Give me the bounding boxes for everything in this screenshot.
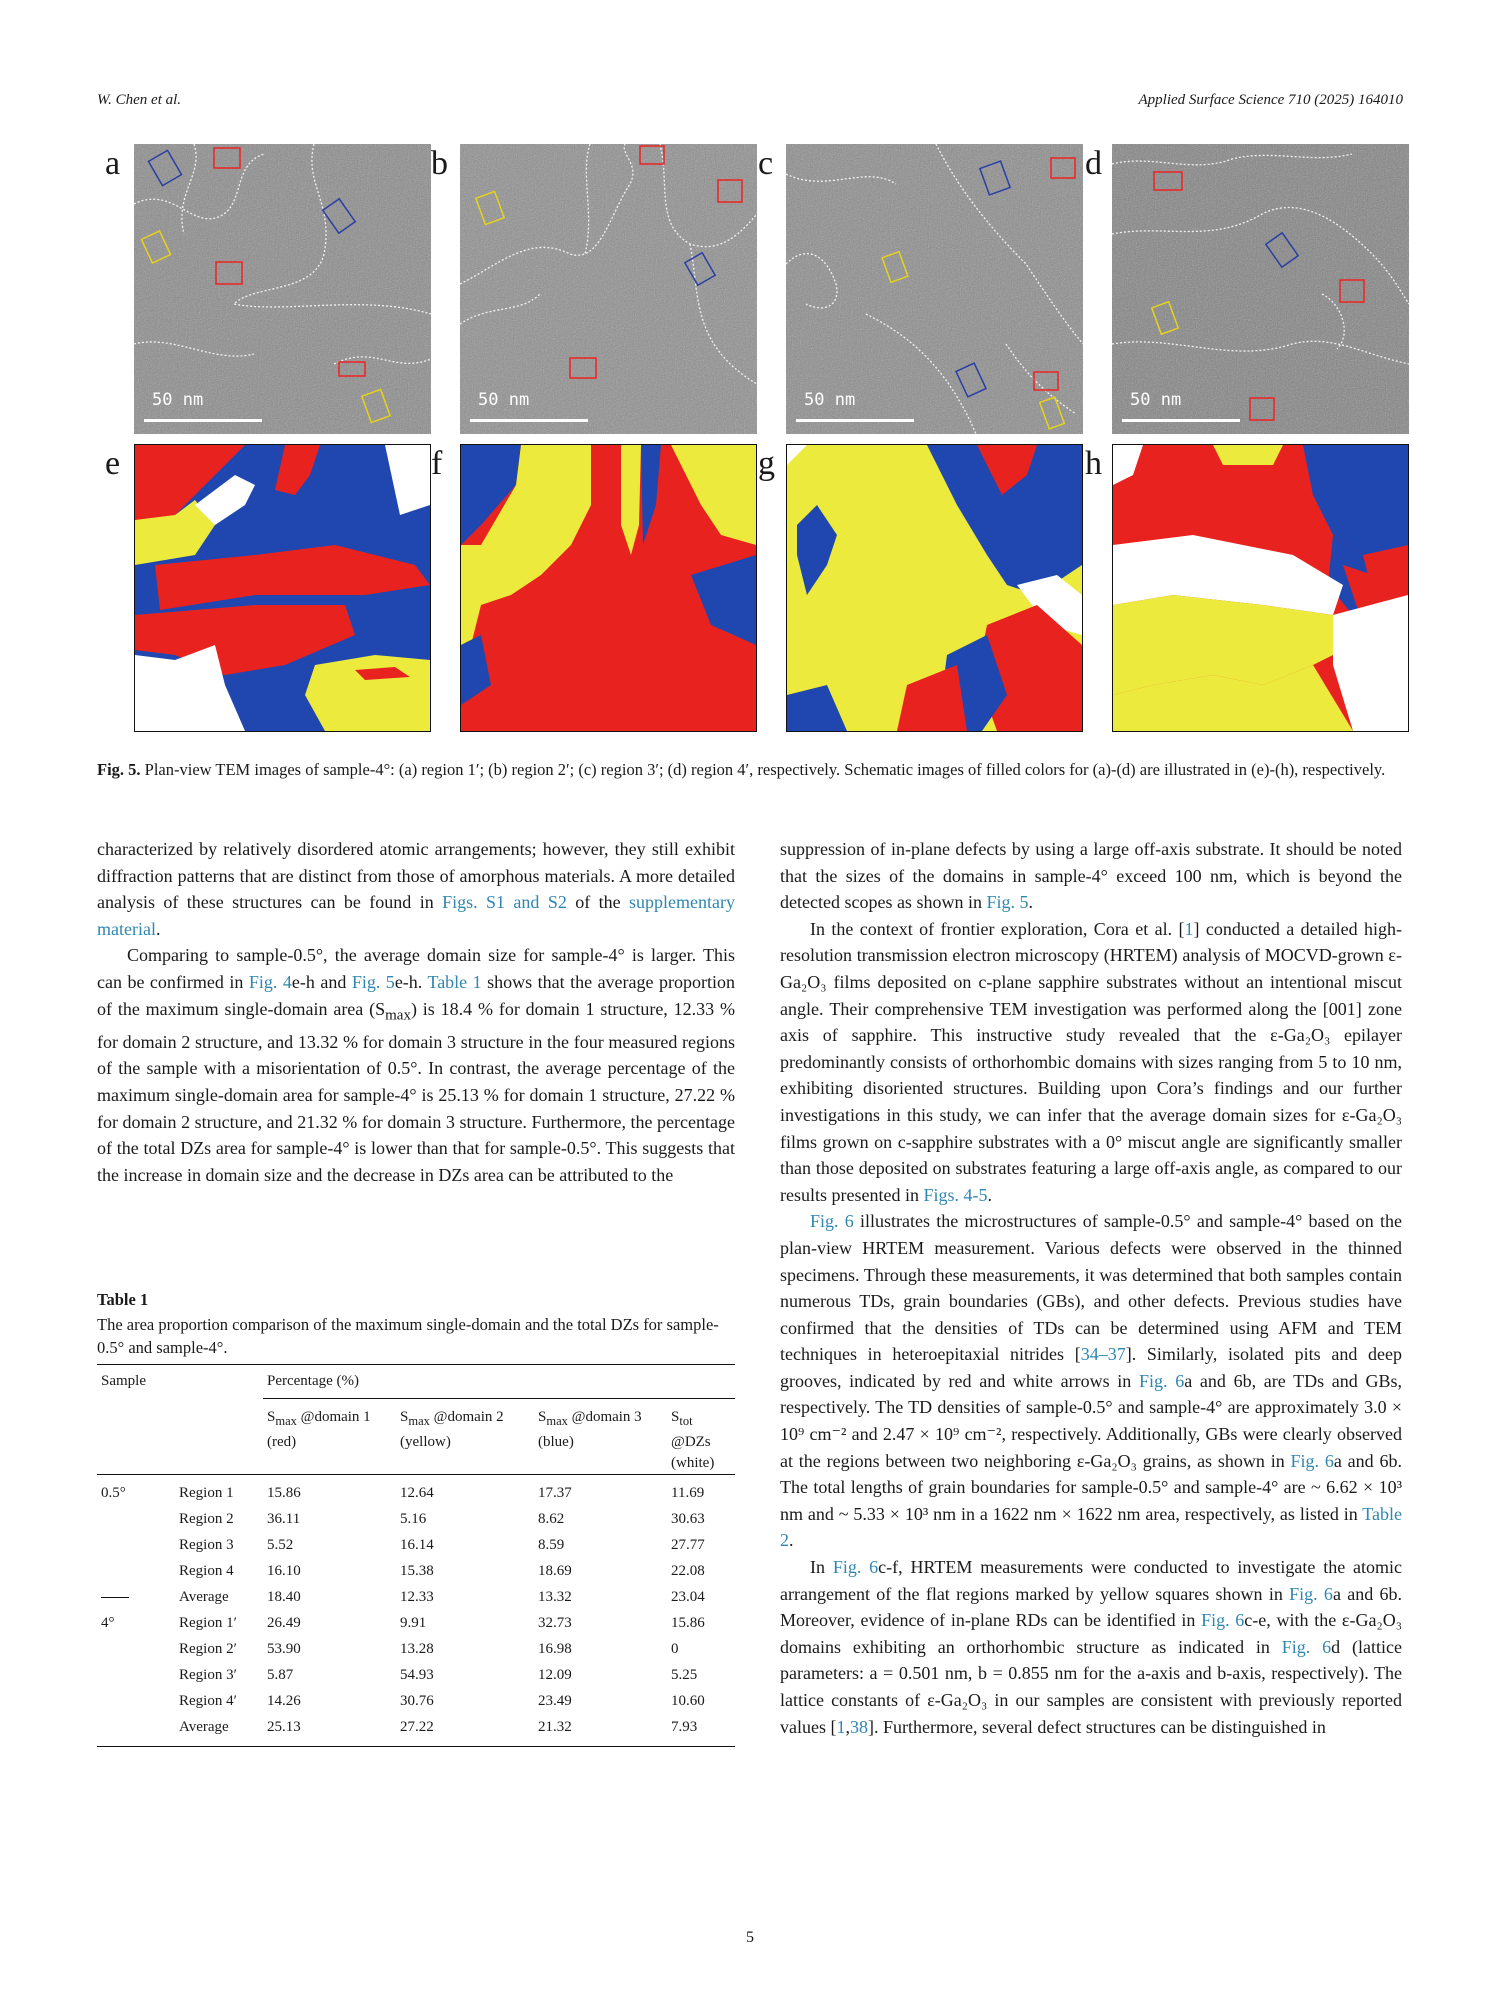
subscript: max [385, 1007, 411, 1024]
schematic-h [1112, 444, 1409, 732]
value-cell: 27.22 [400, 1719, 434, 1735]
link-fig-6[interactable]: Fig. 6 [810, 1211, 854, 1232]
header-sample: Sample [101, 1373, 146, 1389]
schematic-e [134, 444, 431, 732]
value-cell: 12.33 [400, 1589, 434, 1605]
value-cell: 5.25 [671, 1667, 698, 1683]
link-figs-4-5[interactable]: Figs. 4-5 [923, 1184, 988, 1205]
text: . [987, 1184, 992, 1205]
value-cell: 9.91 [400, 1615, 427, 1631]
text: . [1028, 892, 1033, 913]
value-cell: 16.10 [267, 1563, 301, 1579]
region-cell: Average [179, 1589, 229, 1605]
running-header-authors: W. Chen et al. [97, 92, 182, 108]
table-caption: The area proportion comparison of the maximum single-domain and the total DZs for sample-0.5° and sample-4°. [97, 1315, 719, 1357]
text: In [810, 1557, 833, 1578]
link-fig-5[interactable]: Fig. 5 [986, 892, 1029, 913]
panel-letter-f: f [431, 445, 443, 482]
region-cell: Region 4 [179, 1563, 234, 1579]
figure-caption [97, 758, 1403, 782]
table-row [97, 1637, 735, 1663]
value-cell: 5.16 [400, 1511, 427, 1527]
table-title: Table 1 [97, 1290, 149, 1309]
value-cell: 30.63 [671, 1511, 705, 1527]
value-cell: 23.04 [671, 1589, 705, 1605]
tem-image-b [460, 144, 757, 434]
sample-cell: 4° [101, 1615, 115, 1631]
header-percentage: Percentage (%) [263, 1365, 735, 1399]
text: of the [566, 892, 630, 913]
value-cell: 36.11 [267, 1511, 301, 1527]
panel-letter-h: h [1085, 445, 1102, 482]
right-column-text [780, 836, 1402, 1740]
value-cell: 10.60 [671, 1693, 705, 1709]
value-cell: 18.69 [538, 1563, 572, 1579]
panel-letter-b: b [431, 145, 448, 182]
ref-link[interactable]: 34–37 [1080, 1344, 1126, 1365]
region-cell: Region 3 [179, 1537, 234, 1553]
ref-link[interactable]: 1 [836, 1716, 846, 1737]
link-table-2[interactable]: Table 2 [780, 1503, 1402, 1551]
table-row [97, 1689, 735, 1715]
subheader-dzs: $S_{tot}$ @DZs (white) [671, 1409, 715, 1471]
text: d (lattice parameters: a = 0.501 nm, b = 0.855 nm for the a-axis and b-axis, respectively). The lattice constants of ε-Ga₂O₃ in our samples are consistent with previously reported values [ [780, 1636, 1402, 1737]
value-cell: 25.13 [267, 1719, 301, 1735]
panel-letter-a: a [105, 145, 121, 182]
value-cell: 7.93 [671, 1719, 698, 1735]
value-cell: 5.52 [267, 1537, 294, 1553]
value-cell: 15.86 [671, 1615, 705, 1631]
link-fig-6[interactable]: Fig. 6 [1281, 1636, 1332, 1657]
tem-image-c [786, 144, 1083, 434]
text: ]. Furthermore, several defect structures can be distinguished in [867, 1716, 1326, 1737]
figure-caption-text: Plan-view TEM images of sample-4°: (a) region 1′; (b) region 2′; (c) region 3′; (d) region 4′, respectively. Schematic images of filled colors for (a)-(d) are illustrated in (e)-(h), respectively. [140, 760, 1386, 779]
value-cell: 16.98 [538, 1641, 572, 1657]
text: ] conducted a detailed high-resolution transmission electron microscopy (HRTEM) analysis of MOCVD-grown ε-Ga₂O₃ films deposited on c-plane sapphire substrates without an intentional miscut angle. Their comprehensive TEM investigation was performed along the [001] zone axis of sapphire. This instructive study revealed that the ε-Ga₂O₃ epilayer predominantly consists of orthorhombic domains with sizes ranging from 5 to 10 nm, exhibiting disoriented structures. Building upon Cora’s findings and our further investigations in this study, we can infer that the average domain sizes for ε-Ga₂O₃ films grown on c-sapphire substrates with a 0° miscut angle are significantly smaller than those deposited on substrates featuring a large off-axis angle, as compared to our results presented in [780, 918, 1403, 1205]
value-cell: 21.32 [538, 1719, 572, 1735]
value-cell: 30.76 [400, 1693, 434, 1709]
value-cell: 13.28 [400, 1641, 434, 1657]
scale-label-a: 50 nm [152, 390, 204, 410]
value-cell: 15.38 [400, 1563, 434, 1579]
running-header-journal: Applied Surface Science 710 (2025) 164010 [1138, 92, 1403, 108]
group-divider [101, 1597, 129, 1598]
value-cell: 12.09 [538, 1667, 572, 1683]
value-cell: 22.08 [671, 1563, 705, 1579]
table-row [97, 1663, 735, 1689]
text: suppression of in-plane defects by using a large off-axis substrate. It should be noted that the sizes of the domains in sample-4° exceed 100 nm, which is beyond the detected scopes as shown in [780, 839, 1402, 913]
table-row [97, 1533, 735, 1559]
text: a and 6b. Moreover, evidence of in-plane RDs can be identified in [780, 1583, 1403, 1631]
text: e-h. [394, 971, 428, 992]
left-column-text [97, 836, 735, 1188]
link-fig-6[interactable]: Fig. 6 [1289, 1583, 1333, 1604]
value-cell: 26.49 [267, 1615, 301, 1631]
link-fig-4[interactable]: Fig. 4 [248, 971, 292, 992]
value-cell: 14.26 [267, 1693, 301, 1709]
value-cell: 27.77 [671, 1537, 705, 1553]
subheader-domain-2: $S_{max}$ @domain 2 (yellow) [400, 1409, 504, 1450]
scale-bar-a [144, 419, 262, 422]
panel-letter-e: e [105, 445, 121, 482]
text: . [155, 918, 161, 939]
text: illustrates the microstructures of sample-0.5° and sample-4° based on the plan-view HRTEM measurement. Various defects were observed in the thinned specimens. Through these measurements, it was determined that both samples contain numerous TDs, grain boundaries (GBs), and other defects. Previous studies have confirmed that the densities of TDs can be determined using AFM and TEM techniques in heteroepitaxial nitrides [ [780, 1211, 1402, 1365]
scale-label-d: 50 nm [1130, 390, 1182, 410]
link-fig-5[interactable]: Fig. 5 [351, 971, 395, 992]
ref-link[interactable]: 38 [849, 1716, 868, 1737]
scale-label-c: 50 nm [804, 390, 856, 410]
figure-caption-label: Fig. 5. [97, 760, 141, 779]
value-cell: 18.40 [267, 1589, 301, 1605]
link-supplementary[interactable]: supplementary material [97, 892, 736, 939]
scale-bar-c [796, 419, 914, 422]
region-cell: Region 1 [179, 1485, 234, 1501]
link-figs-s1-s2[interactable]: Figs. S1 and S2 [442, 892, 567, 913]
text: . [789, 1530, 794, 1551]
region-cell: Region 2′ [179, 1641, 237, 1657]
tem-image-a [134, 144, 431, 434]
text: a and 6b, are TDs and GBs, respectively. The TD densities of sample-0.5° and sample-4° are approximately 3.0 × 10⁹ cm⁻² and 2.47 × 10⁹ cm⁻², respectively. Additionally, GBs were clearly observed at the regions between two neighboring ε-Ga₂O₃ grains, as shown in [780, 1370, 1403, 1471]
text: Comparing to sample-0.5°, the average domain size for sample-4° is larger. This can be confirmed in [97, 945, 735, 992]
value-cell: 5.87 [267, 1667, 294, 1683]
text: shows that the average proportion of the maximum single-domain area (S [97, 971, 735, 1019]
value-cell: 8.62 [538, 1511, 565, 1527]
table-row [97, 1715, 735, 1747]
sample-cell: 0.5° [101, 1485, 126, 1501]
region-cell: Region 1′ [179, 1615, 237, 1631]
paragraph [97, 836, 735, 942]
scale-bar-d [1122, 419, 1240, 422]
link-fig-6[interactable]: Fig. 6 [1138, 1370, 1185, 1391]
region-cell: Region 4′ [179, 1693, 237, 1709]
value-cell: 16.14 [400, 1537, 434, 1553]
value-cell: 12.64 [400, 1485, 434, 1501]
data-table [97, 1364, 735, 1747]
text: c-e, with the ε-Ga₂O₃ domains exhibiting an orthorhombic structure as indicated in [780, 1610, 1402, 1657]
region-cell: Region 2 [179, 1511, 234, 1527]
value-cell: 17.37 [538, 1485, 572, 1501]
panel-letter-d: d [1085, 145, 1102, 182]
text: ]. Similarly, isolated pits and deep grooves, indicated by red and white arrows in [780, 1344, 1403, 1391]
subheader-domain-1: $S_{max}$ @domain 1 (red) [267, 1409, 371, 1450]
text: e-h and [291, 971, 352, 992]
page-number: 5 [746, 1929, 754, 1946]
region-cell: Region 3′ [179, 1667, 237, 1683]
paragraph [780, 836, 1402, 916]
value-cell: 23.49 [538, 1693, 572, 1709]
text: , [845, 1716, 850, 1737]
table-row [97, 1611, 735, 1637]
text: In the context of frontier exploration, Cora et al. [ [810, 918, 1185, 939]
region-cell: Average [179, 1719, 229, 1735]
scale-bar-b [470, 419, 588, 422]
value-cell: 15.86 [267, 1485, 301, 1501]
schematic-f [460, 444, 757, 732]
table-row [97, 1507, 735, 1533]
panel-letter-c: c [758, 145, 774, 182]
paragraph [780, 1554, 1402, 1740]
value-cell: 8.59 [538, 1537, 565, 1553]
text: a and 6b. The total lengths of grain boundaries for sample-0.5° and sample-4° are ~ 6.62 × 10³ nm and ~ 5.33 × 10³ nm in a 1622 nm × 1622 nm area, respectively, as listed in [780, 1450, 1402, 1524]
link-fig-6[interactable]: Fig. 6 [1201, 1610, 1245, 1631]
value-cell: 11.69 [671, 1485, 705, 1501]
paragraph [780, 1208, 1402, 1554]
value-cell: 32.73 [538, 1615, 572, 1631]
scale-label-b: 50 nm [478, 390, 530, 410]
value-cell: 0 [671, 1641, 679, 1657]
value-cell: 54.93 [400, 1667, 434, 1683]
table-row [97, 1585, 735, 1611]
subheader-domain-3: $S_{max}$ @domain 3 (blue) [538, 1409, 642, 1450]
value-cell: 53.90 [267, 1641, 301, 1657]
table-row [97, 1559, 735, 1585]
text: characterized by relatively disordered atomic arrangements; however, they still exhibit diffraction patterns that are distinct from those of amorphous materials. A more detailed analysis of these structures can be found in [97, 839, 735, 913]
panel-letter-g: g [758, 445, 775, 482]
paragraph [97, 942, 735, 1188]
link-fig-6[interactable]: Fig. 6 [832, 1557, 879, 1578]
tem-image-d [1112, 144, 1409, 434]
link-fig-6[interactable]: Fig. 6 [1290, 1450, 1334, 1471]
paragraph [780, 916, 1402, 1209]
text: ) is 18.4 % for domain 1 structure, 12.33 % for domain 2 structure, and 13.32 % for domain 3 structure in the four measured regions of the sample with a misorientation of 0.5°. In contrast, the average percentage of the maximum single-domain area for sample-4° is 25.13 % for domain 1 structure, 27.22 % for domain 2 structure, and 21.32 % for domain 3 structure. Furthermore, the percentage of the total DZs area for sample-4° is lower than that for sample-0.5°. This suggests that the increase in domain size and the decrease in DZs area can be attributed to the [97, 998, 735, 1185]
text: c-f, HRTEM measurements were conducted to investigate the atomic arrangement of the flat regions marked by yellow squares shown in [780, 1557, 1403, 1604]
value-cell: 13.32 [538, 1589, 572, 1605]
link-table-1[interactable]: Table 1 [427, 971, 482, 992]
schematic-g [786, 444, 1083, 732]
table-row [97, 1475, 735, 1508]
ref-link[interactable]: 1 [1184, 918, 1194, 939]
